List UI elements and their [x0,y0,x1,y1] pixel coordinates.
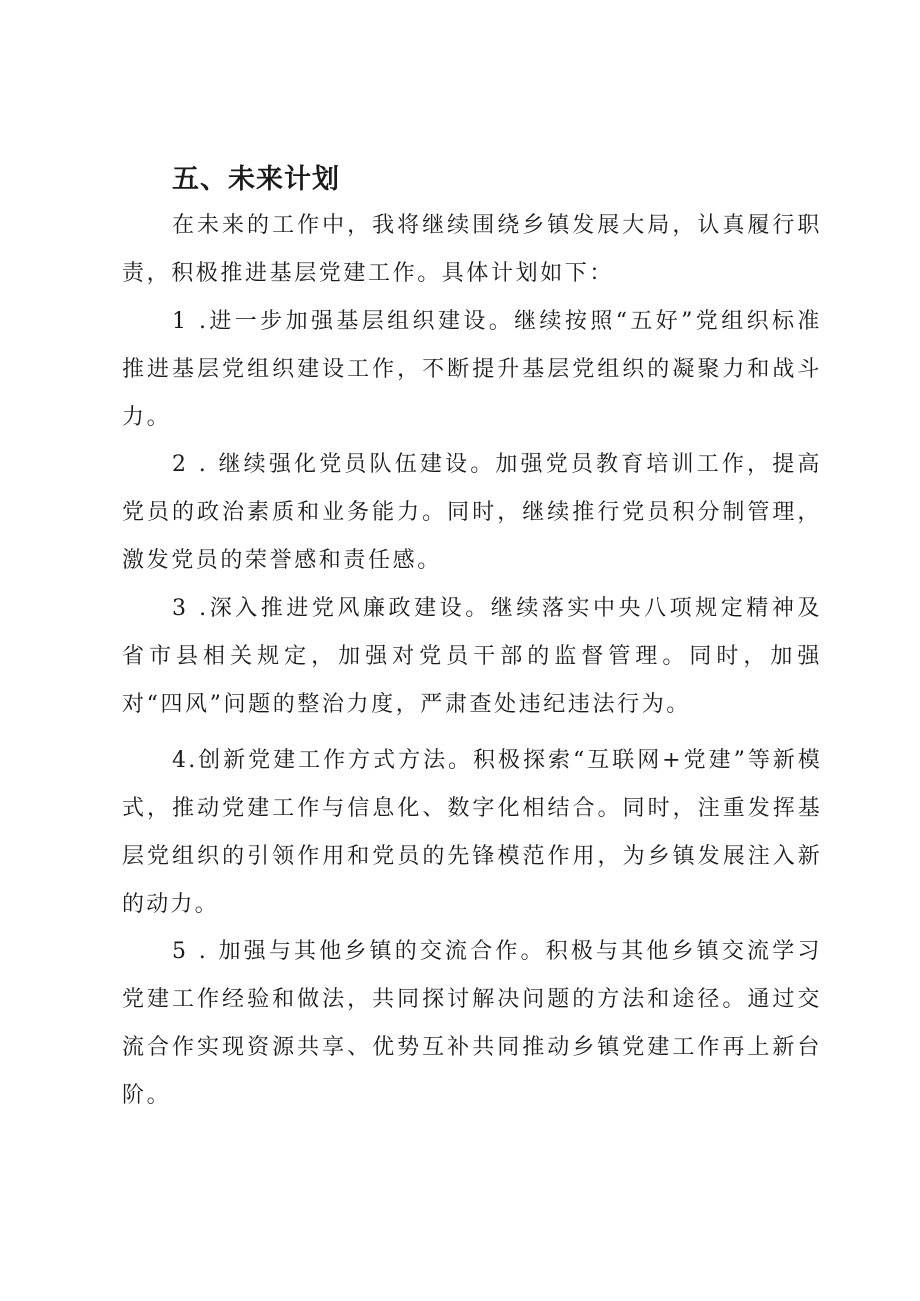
plan-item-4: 4.创新党建工作方式方法。积极探索“互联网+党建”等新模式，推动党建工作与信息化、数字化相结合。同时，注重发挥基层党组织的引领作用和党员的先锋模范作用，为乡镇发展注入新的动力。 [122,748,822,917]
plan-item-2: 2 . 继续强化党员队伍建设。加强党员教育培训工作，提高党员的政治素质和业务能力。同时，继续推行党员积分制管理，激发党员的荣誉感和责任感。 [122,452,822,573]
plan-item-3: 3 .深入推进党风廉政建设。继续落实中央八项规定精神及省市县相关规定，加强对党员干部的监督管理。同时，加强对“四风”问题的整治力度，严肃查处违纪违法行为。 [122,596,822,717]
intro-paragraph: 在未来的工作中，我将继续围绕乡镇发展大局，认真履行职责，积极推进基层党建工作。具体计划如下： [122,213,822,286]
plan-item-1: 1 .进一步加强基层组织建设。继续按照“五好”党组织标准推进基层党组织建设工作，不断提升基层党组织的凝聚力和战斗力。 [122,309,822,430]
plan-item-5: 5 . 加强与其他乡镇的交流合作。积极与其他乡镇交流学习党建工作经验和做法，共同探讨解决问题的方法和途径。通过交流合作实现资源共享、优势互补共同推动乡镇党建工作再上新台阶。 [122,939,822,1108]
section-heading: 五、未来计划 [172,164,340,195]
